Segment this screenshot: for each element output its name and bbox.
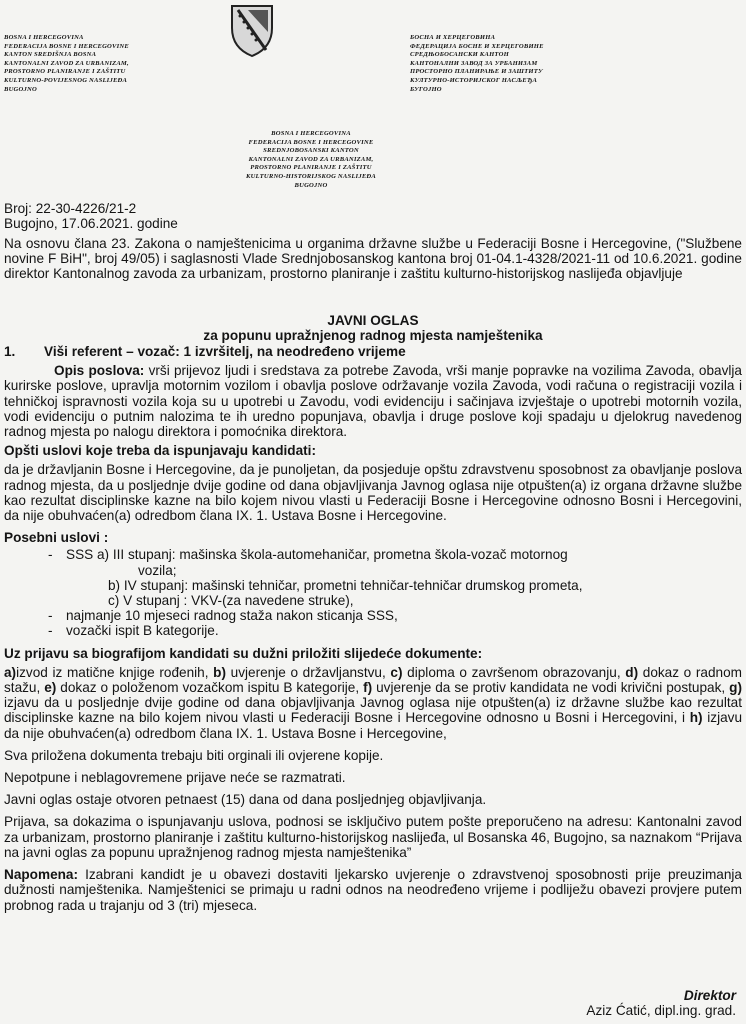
remark-text: Izabrani kandidt je u obavezi dostaviti ljekarsko uvjerenje o zdravstvenoj sposobnosti prije preuzimanja dužnosti namještenika. Namještenici se primaju u radni odnos na neodređeno vrijeme i podliježu obavezi provjere putem probnog rada u trajanju od 3 (tri) mjeseca.: [4, 867, 742, 913]
signature-role: Direktor: [683, 988, 736, 1003]
doc-text: dokaz o radnom stažu,: [4, 664, 742, 696]
list-item: b) IV stupanj: mašinski tehničar, prometni tehničar-tehničar drumskog prometa,: [108, 577, 583, 593]
special-conditions-heading: Posebni uslovi :: [4, 530, 109, 546]
header-line: BOSNA I HERCEGOVINA: [4, 34, 84, 41]
list-item: vozila;: [138, 562, 177, 578]
doc-letter: b): [213, 664, 226, 680]
note-incomplete: Nepotpune i neblagovremene prijave neće se razmatrati.: [4, 770, 346, 786]
position-heading: [4, 344, 742, 359]
doc-letter: h): [689, 710, 703, 726]
doc-text: izjavu da u posljednje dvije godine od dana objavljivanja Javnog oglasa nije otpušten(a) iz državne službe kao rezultat disciplinske kazne na bilo kojem nivou vlasti u Federaciji Bosne i Hercegovine odnosno u Bosni i Hercegovini, i: [4, 695, 742, 726]
general-conditions-text: da je državljanin Bosne i Hercegovine, da je punoljetan, da posjeduje opštu zdravstvenu sposobnost za obavljanje poslova radnog mjesta, da u posljednje dvije godine od dana objavljivanja Javnog oglasa nije otpušten(a) iz organa državne službe kao rezultat disciplinske kazne na bilo kojem nivou vlasti u Federaciji Bosne i Hercegovine odnosno Bosni i Hercegovini, da nije obuhvaćen(a) odredbom člana IX. 1. Ustava Bosne i Hercegovine.: [4, 462, 742, 524]
doc-text: uvjerenje o državljanstvu,: [225, 664, 391, 680]
header-line: FEDERACIJA BOSNE I HERCEGOVINE: [248, 138, 374, 146]
header-line: KULTURNO-POVIJESNOG NASLIJEĐA: [4, 76, 128, 84]
doc-text: uvjerenje da se protiv kandidata ne vodi krivični postupak,: [372, 680, 730, 696]
doc-text: izjavu da nije obuhvaćen(a) odredbom člana IX. 1. Ustava Bosne i Hercegovine,: [4, 710, 743, 741]
header-line: SREDNJOBOSANSKI KANTON: [263, 147, 359, 155]
header-line: КУЛТУРНО-ИСТОРИЈСКОГ НАСЉЕЂА: [410, 76, 538, 84]
header-line: BOSNA I HERCEGOVINA: [271, 130, 351, 137]
header-line: KANTONALNI ZAVOD ZA URBANIZAM,: [248, 155, 374, 163]
intro-paragraph: Na osnovu člana 23. Zakona o namještenicima u organima državne službe u Federaciji Bosne i Hercegovine, ("Službene novine F BiH", broj 49/05) i saglasnosti Vlade Srednjobosanskog kantona broj 01-04.1-4328/2021-11 od 10.6.2021. godine direktor Kantonalnog zavoda za urbanizam, prostorno planiranje i zaštitu kulturno-historijskog naslijeđa objavljuje: [4, 236, 742, 282]
job-description-label: Opis poslova:: [54, 363, 145, 379]
list-item: - vozački ispit B kategorije.: [4, 623, 742, 638]
position-name: Viši referent – vozač: 1 izvršitelj, na neodređeno vrijeme: [44, 344, 406, 359]
doc-text: izvod iz matične knjige rođenih,: [16, 664, 214, 680]
header-line: KULTURNO-HISTORIJSKOG NASLIJEĐA: [246, 172, 376, 180]
header-right-cyrillic: [410, 34, 544, 94]
header-line: BUGOJNO: [294, 181, 328, 189]
header-center-stamp: [246, 130, 376, 190]
header-line: БУГОЈНО: [410, 85, 442, 93]
document-body: [4, 344, 742, 913]
general-conditions-heading: Opšti uslovi koje treba da ispunjavaju kandidati:: [4, 443, 316, 459]
note-originals: Sva priložena dokumenta trebaju biti orginali ili ovjerene kopije.: [4, 747, 384, 763]
header-line: KANTON SREDIŠNJA BOSNA: [4, 51, 97, 59]
list-item: - SSS a) III stupanj: mašinska škola-automehaničar, prometna škola-vozač motornog: [4, 547, 742, 562]
doc-letter: c): [390, 664, 403, 680]
header-line: КАНТОНАЛНИ ЗАВОД ЗА УРБАНИЗАМ: [410, 59, 538, 67]
doc-letter: d): [625, 664, 639, 680]
signature-name: Aziz Ćatić, dipl.ing. grad.: [586, 1003, 736, 1019]
coat-of-arms-icon: [226, 2, 278, 58]
special-conditions-list: [4, 547, 742, 638]
header-line: СРЕДЊОБОСАНСКИ КАНТОН: [410, 51, 509, 59]
doc-letter: f): [363, 680, 373, 696]
doc-letter: g): [729, 680, 742, 696]
header-line: BUGOJNO: [4, 85, 37, 93]
header-line: ПРОСТОРНО ПЛАНИРАЊЕ И ЗАШТИТУ: [410, 68, 543, 76]
subtitle-line: za popunu upražnjenog radnog mjesta namještenika: [203, 328, 543, 344]
doc-letter: a): [4, 664, 17, 680]
remark-label: Napomena:: [4, 867, 79, 883]
title-line: JAVNI OGLAS: [327, 313, 419, 328]
position-number: 1.: [4, 344, 16, 359]
page-title: [0, 313, 746, 343]
documents-list: [4, 665, 742, 741]
header-line: PROSTORNO PLANIRANJE I ZAŠTITU: [250, 164, 372, 172]
document-number: Broj: 22-30-4226/21-2: [4, 201, 137, 216]
doc-letter: e): [44, 680, 57, 696]
document-date: Bugojno, 17.06.2021. godine: [4, 216, 178, 231]
list-item: c) V stupanj : VKV-(za navedene struke),: [108, 593, 354, 609]
note-submission: Prijava, sa dokazima o ispunjavanju uslova, podnosi se isključivo putem pošte preporučeno na adresu: Kantonalni zavod za urbanizam, prostorno planiranje i zaštitu kulturno-historijskog naslijeđa, ul Bosanska 46, Bugojno, sa naznakom “Prijava na javni oglas za popunu upražnjenog radnog mjesta namještenika”: [4, 814, 742, 860]
header-line: FEDERACIJA BOSNE I HERCEGOVINE: [4, 42, 129, 50]
signature-block: [586, 988, 736, 1018]
note-remark: [4, 867, 742, 913]
header-line: KANTONALNI ZAVOD ZA URBANIZAM,: [4, 59, 129, 67]
doc-text: dokaz o položenom vozačkom ispitu B kategorije,: [56, 680, 364, 696]
header-line: БОСНА И ХЕРЦЕГОВИНА: [410, 34, 496, 41]
list-item: - najmanje 10 mjeseci radnog staža nakon sticanja SSS,: [4, 608, 742, 623]
job-description-text: vrši prijevoz ljudi i sredstava za potrebe Zavoda, vrši manje popravke na vozilima Zavoda, obavlja kurirske poslove, upravlja motornim vozilom i obavlja poslove održavanje vozila Zavoda, vodi računa o registraciji vozila i tehničkoj ispravnosti vozila koja su u upotrebi u Zavodu, vodi evidenciju i sačinjava izvještaje o upotrebi motornih vozila, vodi evidenciju o putnim nalozima te ih uredno popunjava, obavlja i druge poslove koji spadaju u djelokrug navedenog radnog mjesta po nalogu direktora i pomoćnika direktora.: [4, 363, 742, 440]
header-line: PROSTORNO PLANIRANJE I ZAŠTITU: [4, 68, 126, 76]
note-open-period: Javni oglas ostaje otvoren petnaest (15) dana od dana posljednjeg objavljivanja.: [4, 792, 487, 808]
doc-text: diploma o završenom obrazovanju,: [402, 664, 626, 680]
documents-heading: Uz prijavu sa biografijom kandidati su dužni priložiti slijedeće dokumente:: [4, 645, 483, 661]
job-description: [4, 363, 742, 439]
header-left-latin: [4, 34, 129, 94]
header-line: ФЕДЕРАЦИЈА БОСНЕ И ХЕРЦЕГОВИНЕ: [410, 42, 544, 50]
